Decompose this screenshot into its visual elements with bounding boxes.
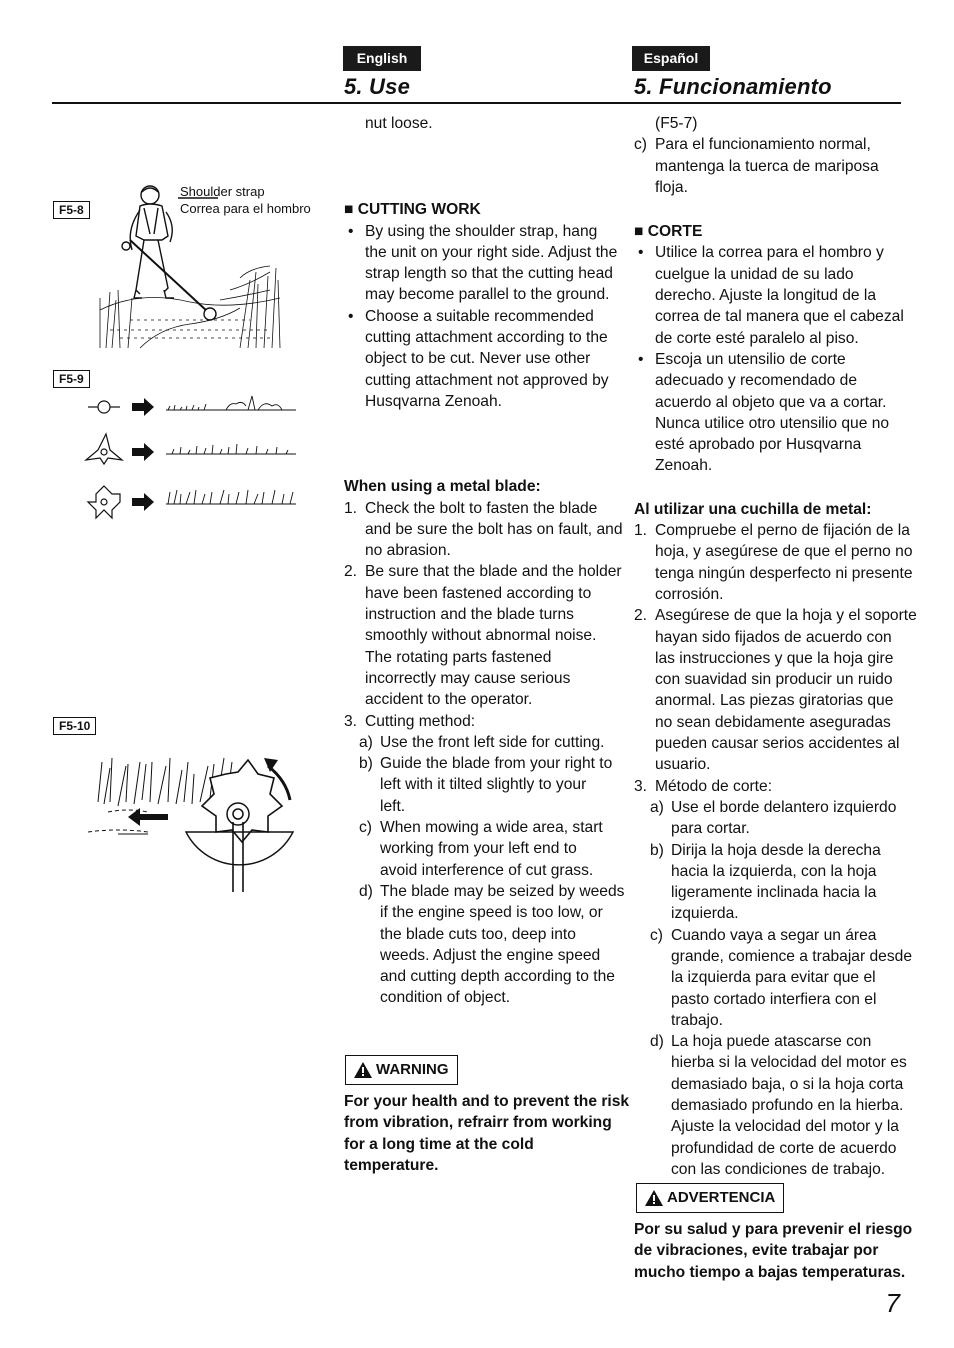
english-text-line: When mowing a wide area, start — [380, 819, 603, 837]
spanish-text-line: anormal. Las piezas giratorias que — [655, 692, 894, 710]
spanish-text-line: hacia la izquierda, con la hoja — [671, 862, 877, 880]
spanish-text-line: usuario. — [655, 756, 711, 774]
letter-marker: a) — [359, 733, 373, 751]
english-text-line: the blade cuts too, deep into — [380, 925, 576, 943]
english-text-line: weeds. Adjust the engine speed — [380, 946, 601, 964]
spanish-text-line: grande, comience a trabajar desde — [671, 947, 912, 965]
letter-marker: d) — [650, 1033, 664, 1051]
english-warning-line: from vibration, refrairr from working — [344, 1114, 612, 1132]
spanish-warning-line: de vibraciones, evite trabajar por — [634, 1242, 879, 1260]
spanish-text-line: hierba si la velocidad del motor es — [671, 1054, 907, 1072]
english-sub-c — [344, 817, 619, 881]
spanish-sub-b — [634, 840, 909, 925]
letter-marker: d) — [359, 882, 373, 900]
english-cutting-bullet-2 — [344, 306, 619, 412]
english-text-line: working from your left end to — [380, 840, 577, 858]
spanish-text-line: para cortar. — [671, 820, 750, 838]
english-text-line: strap length so that the cutting head — [365, 265, 613, 283]
spanish-text-line: demasiado baja, o si la hoja corta — [671, 1075, 904, 1093]
bullet-marker: • — [638, 350, 644, 368]
number-marker: 3. — [634, 777, 648, 795]
spanish-text-line: tenga ningún desperfecto ni presente — [655, 564, 913, 582]
spanish-text-line: ligeramente inclinada hacia la — [671, 884, 877, 902]
english-step-3 — [344, 711, 619, 732]
english-metal-heading: When using a metal blade: — [344, 478, 541, 496]
spanish-cutting-heading-text: CORTE — [647, 223, 703, 241]
english-warning-line: For your health and to prevent the risk — [344, 1093, 630, 1110]
english-tag: English — [343, 46, 421, 71]
english-text-line: left. — [380, 797, 406, 815]
spanish-sub-c — [634, 925, 912, 1031]
english-text-line: and be sure the bolt has on fault, and — [365, 520, 623, 538]
english-text-line: Husqvarna Zenoah. — [365, 392, 502, 410]
spanish-warning-box — [636, 1183, 784, 1213]
english-text-line: Check the bolt to fasten the blade — [365, 499, 598, 517]
english-text-line: The blade may be seized by weeds — [380, 882, 625, 900]
spanish-text-line: profundidad de corte de acuerdo — [671, 1139, 897, 1157]
english-warning-line: temperature. — [344, 1156, 439, 1174]
bullet-marker: • — [348, 222, 354, 240]
bullet-marker: • — [348, 307, 354, 325]
english-warning-text — [344, 1091, 630, 1176]
spanish-text-line: acuerdo al objeto que va a cortar. — [655, 393, 887, 411]
spanish-intro: (F5-7) — [655, 115, 698, 132]
square-marker: ■ — [344, 201, 354, 219]
spanish-text-line: las instrucciones y que la hoja gire — [655, 649, 894, 667]
english-text-line: Guide the blade from your right to — [380, 755, 613, 773]
english-text-line: The rotating parts fastened — [365, 648, 552, 666]
english-section-title: 5. Use — [344, 74, 411, 99]
number-marker: 3. — [344, 712, 358, 730]
english-text-line: condition of object. — [380, 989, 511, 1007]
english-text-line: no abrasion. — [365, 542, 451, 560]
english-text-line: accident to the operator. — [365, 691, 533, 709]
number-marker: 2. — [634, 607, 648, 625]
english-text-line: smoothly without abnormal noise. — [365, 627, 597, 645]
spanish-text-line: Asegúrese de que la hoja y el soporte — [655, 607, 917, 625]
spanish-text-line: corrosión. — [655, 585, 724, 603]
english-text-line: left with it tilted slightly to your — [380, 776, 587, 794]
spanish-text-line: con las condiciones de trabajo. — [671, 1160, 886, 1178]
english-text-line: incorrectly may cause serious — [365, 669, 571, 687]
spanish-text-line: de corte esté paralelo al piso. — [655, 329, 859, 347]
english-intro: nut loose. — [365, 115, 433, 132]
figure-label-f5-10: F5-10 — [53, 717, 96, 735]
spanish-text-line: pueden causar serios accidentes al — [655, 735, 900, 753]
english-text-line: avoid interference of cut grass. — [380, 861, 594, 879]
spanish-text-line: adecuado y recomendado de — [655, 372, 858, 390]
spanish-text-line: esté aprobado por Husqvarna — [655, 436, 862, 454]
header-rule — [52, 102, 901, 104]
letter-marker: c) — [634, 136, 647, 154]
warning-triangle-icon — [645, 1190, 663, 1206]
spanish-text-line: demasiado profundo en la hierba. — [671, 1097, 904, 1115]
english-text-line: Be sure that the blade and the holder — [365, 563, 622, 581]
english-text-line: Cutting method: — [365, 712, 476, 730]
letter-marker: c) — [359, 819, 372, 837]
spanish-cutting-heading — [634, 221, 909, 242]
number-marker: 1. — [634, 522, 648, 540]
spanish-cutting-bullet-2 — [634, 349, 909, 477]
spanish-sub-a — [634, 797, 909, 840]
english-warning-line: for a long time at the cold — [344, 1135, 534, 1153]
letter-marker: a) — [650, 798, 664, 816]
english-text-line: if the engine speed is too low, or — [380, 904, 603, 922]
figure-label-f5-9: F5-9 — [53, 370, 90, 388]
english-text-line: Choose a suitable recommended — [365, 307, 594, 325]
spanish-text-line: Compruebe el perno de fijación de la — [655, 522, 910, 540]
spanish-text-line: Dirija la hoja desde la derecha — [671, 841, 881, 859]
english-sub-a — [344, 732, 619, 753]
spanish-sub-d — [634, 1031, 909, 1180]
spanish-text-line: hoja, y asegúrese de que el perno no — [655, 543, 913, 561]
spanish-text-line: Para el funcionamiento normal, — [655, 136, 871, 154]
letter-marker: b) — [359, 755, 373, 773]
spanish-text-line: con suavidad sin producir un ruido — [655, 671, 893, 689]
english-text-line: may become parallel to the ground. — [365, 286, 610, 304]
english-sub-b — [344, 753, 619, 817]
english-cutting-bullet-1 — [344, 221, 619, 306]
spanish-text-line: no sean debidamente aseguradas — [655, 713, 891, 731]
english-cutting-heading — [344, 199, 619, 220]
spanish-text-line: cuelgue la unidad de su lado — [655, 265, 854, 283]
spanish-text-line: mantenga la tuerca de mariposa — [655, 157, 879, 175]
spanish-metal-heading: Al utilizar una cuchilla de metal: — [634, 500, 872, 518]
number-marker: 1. — [344, 499, 358, 517]
spanish-cutting-bullet-1 — [634, 242, 909, 348]
spanish-text-line: la izquierda para evitar que el — [671, 969, 876, 987]
spanish-step-1 — [634, 520, 913, 605]
english-text-line: the unit on your right side. Adjust the — [365, 243, 618, 261]
english-text-line: have been fastened according to — [365, 584, 592, 602]
english-text-line: By using the shoulder strap, hang — [365, 222, 598, 240]
english-text-line: instruction and the blade turns — [365, 606, 574, 624]
english-sub-d — [344, 881, 625, 1009]
letter-marker: c) — [650, 926, 663, 944]
number-marker: 2. — [344, 563, 358, 581]
spanish-text-line: trabajo. — [671, 1011, 724, 1029]
caption-english: Shoulder strap — [180, 184, 265, 199]
blade-cutting-illustration — [88, 732, 298, 892]
page-number: 7 — [885, 1288, 900, 1318]
spanish-text-line: floja. — [655, 178, 688, 196]
caption-spanish: Correa para el hombro — [180, 201, 311, 216]
spanish-text-line: derecho. Ajuste la longitud de la — [655, 287, 877, 305]
spanish-text-line: izquierda. — [671, 905, 739, 923]
english-text-line: cutting attachment according to the — [365, 329, 608, 347]
spanish-warning-line: mucho tiempo a bajas temperaturas. — [634, 1263, 906, 1281]
spanish-step-2 — [634, 605, 917, 775]
cutting-attachments-illustration — [86, 382, 301, 522]
spanish-text-line: Utilice la correa para el hombro y — [655, 244, 884, 262]
spanish-text-line: correa de tal manera que el cabezal — [655, 308, 904, 326]
spanish-text-line: Cuando vaya a segar un área — [671, 926, 877, 944]
figure-label-f5-8: F5-8 — [53, 201, 90, 219]
english-column — [344, 113, 625, 1009]
spanish-text-line: hayan sido fijados de acuerdo con — [655, 628, 892, 646]
english-text-line: and cutting depth according to the — [380, 968, 615, 986]
english-warning-box — [345, 1055, 458, 1085]
bullet-marker: • — [638, 244, 644, 262]
spanish-tag: Español — [632, 46, 710, 71]
english-text-line: Use the front left side for cutting. — [380, 733, 605, 751]
spanish-warning-label: ADVERTENCIA — [667, 1189, 776, 1206]
spanish-text-line: Zenoah. — [655, 457, 713, 475]
spanish-warning-line: Por su salud y para prevenir el riesgo — [634, 1221, 913, 1238]
spanish-text-line: Use el borde delantero izquierdo — [671, 798, 897, 816]
english-step-1 — [344, 498, 623, 562]
english-text-line: object to be cut. Never use other — [365, 350, 591, 368]
operator-trimmer-illustration — [100, 180, 285, 348]
spanish-text-line: La hoja puede atascarse con — [671, 1033, 872, 1051]
spanish-text-line: Nunca utilice otro utensilio que no — [655, 414, 890, 432]
spanish-section-title: 5. Funcionamiento — [634, 74, 832, 99]
letter-marker: b) — [650, 841, 664, 859]
english-text-line: cutting attachment not approved by — [365, 371, 609, 389]
spanish-text-line: Ajuste la velocidad del motor y la — [671, 1118, 899, 1136]
english-step-2 — [344, 561, 622, 710]
english-warning-label: WARNING — [376, 1061, 449, 1078]
spanish-column — [634, 113, 917, 1180]
spanish-text-line: Método de corte: — [655, 777, 773, 795]
english-cutting-heading-text: CUTTING WORK — [357, 201, 481, 219]
square-marker: ■ — [634, 223, 644, 241]
spanish-item-c — [634, 134, 909, 198]
spanish-step-3 — [634, 776, 909, 797]
warning-triangle-icon — [354, 1062, 372, 1078]
spanish-text-line: Escoja un utensilio de corte — [655, 350, 846, 368]
spanish-warning-text — [634, 1219, 913, 1283]
spanish-text-line: pasto cortado interfiera con el — [671, 990, 877, 1008]
